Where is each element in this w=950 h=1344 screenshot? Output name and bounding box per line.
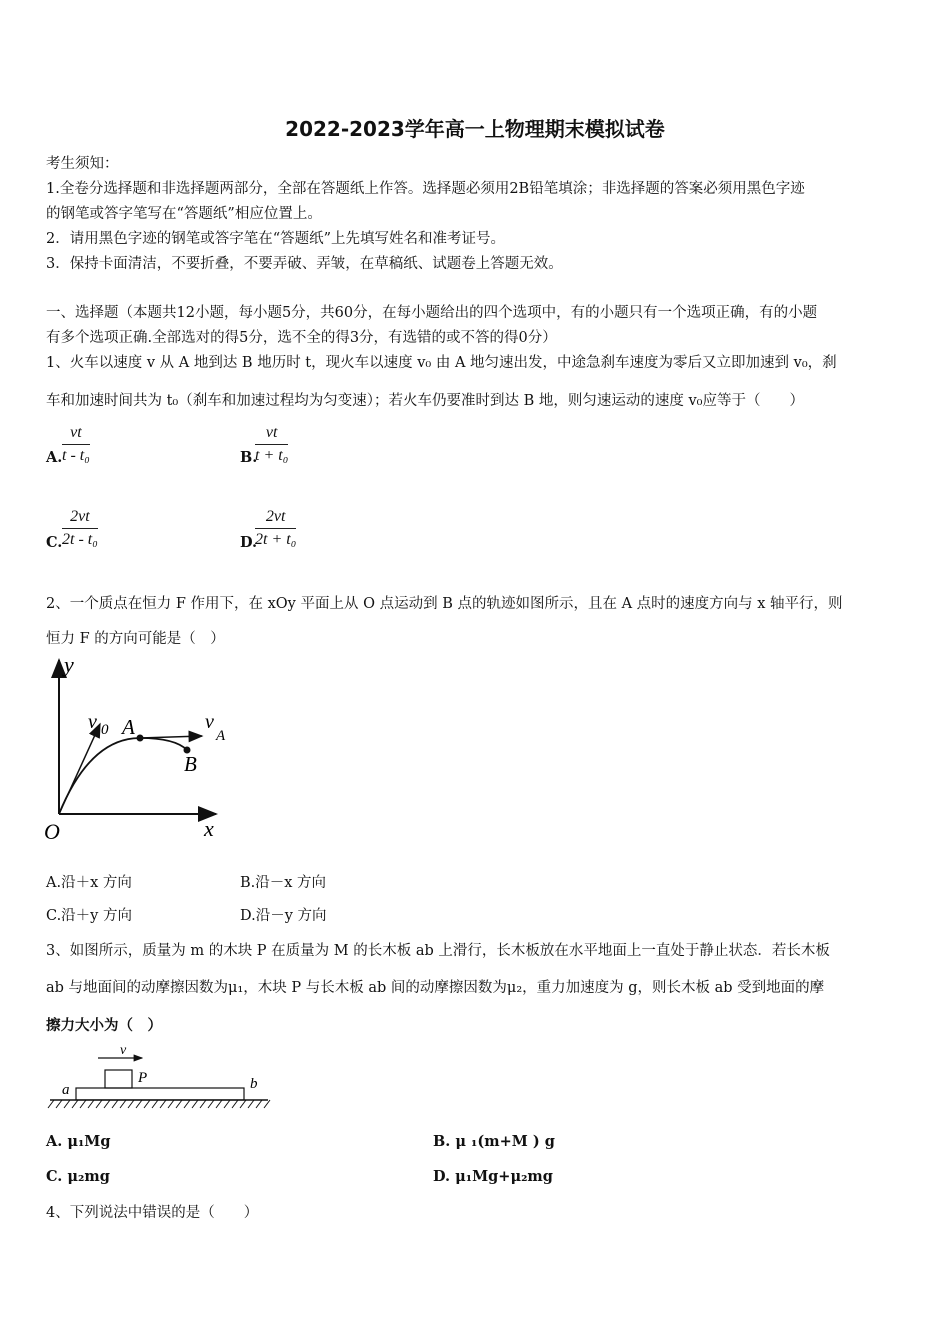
v0-label: v [88, 711, 97, 733]
numerator: 2vt [62, 508, 98, 529]
x-label: x [204, 816, 214, 841]
section-instructions: 有多个选项正确.全部选对的得5分，选不全的得3分，有选错的或不答的得0分） [46, 330, 557, 346]
denominator: 2t + t₀ [255, 531, 297, 548]
numerator: vt [255, 424, 288, 445]
a-label: A [122, 715, 135, 739]
option-label: C. [46, 534, 63, 551]
ground-hatching [48, 1100, 270, 1108]
denominator: t - t₀ [62, 447, 90, 464]
option-d: D. μ₁Mg+μ₂mg [433, 1168, 553, 1185]
question-2-text: 2、一个质点在恒力 F 作用下，在 xOy 平面上从 O 点运动到 B 点的轨迹如图所示，且在 A 点时的速度方向与 x 轴平行，则 [46, 596, 843, 612]
b-label: b [250, 1076, 258, 1092]
notice-heading: 考生须知： [46, 156, 119, 172]
board-figure [46, 1042, 271, 1112]
va-subscript: A [216, 728, 226, 744]
b-label: B [184, 752, 197, 776]
option-b: B.沿－x 方向 [240, 875, 327, 891]
trajectory-curve [59, 738, 187, 814]
long-board [76, 1088, 244, 1100]
option-d: D.沿－y 方向 [240, 908, 327, 924]
v0-arrow [59, 724, 100, 814]
origin-label: O [44, 819, 60, 844]
va-label: v [205, 711, 214, 733]
question-1-text: 1、火车以速度 v 从 A 地到达 B 地历时 t，现火车以速度 v₀ 由 A 地匀速出发，中途急刹车速度为零后又立即加速到 v₀，刹 [46, 355, 837, 371]
option-label: A. [46, 449, 63, 466]
trajectory-figure [40, 652, 230, 847]
p-label: P [138, 1070, 148, 1086]
question-2-text: 恒力 F 的方向可能是（ ） [46, 631, 225, 647]
option-c: C. μ₂mg [46, 1168, 110, 1185]
question-3-text: ab 与地面间的动摩擦因数为μ₁，木块 P 与长木板 ab 间的动摩擦因数为μ₂，重力加速度为 g，则长木板 ab 受到地面的摩 [46, 980, 825, 996]
denominator: t + t₀ [255, 447, 289, 464]
question-1-text: 车和加速时间共为 t₀（刹车和加速过程均为匀变速）；若火车仍要准时到达 B 地，则匀速运动的速度 v₀应等于（ ） [46, 393, 804, 409]
option-b: B. μ ₁(m+M ) g [433, 1133, 555, 1150]
block-p [105, 1070, 132, 1088]
v-label: v [120, 1043, 127, 1058]
numerator: 2vt [255, 508, 296, 529]
option-b-fraction [255, 424, 288, 465]
notice-item: 3．保持卡面清洁，不要折叠，不要弄破、弄皱，在草稿纸、试题卷上答题无效。 [46, 256, 563, 272]
notice-item: 2．请用黑色字迹的钢笔或答字笔在“答题纸”上先填写姓名和准考证号。 [46, 231, 506, 247]
option-a-fraction [62, 424, 90, 465]
y-label: y [64, 652, 74, 677]
question-3-text: 3、如图所示，质量为 m 的木块 P 在质量为 M 的长木板 ab 上滑行，长木板放在水平地面上一直处于静止状态．若长木板 [46, 943, 830, 959]
question-4-text: 4、下列说法中错误的是（ ） [46, 1205, 259, 1221]
notice-item: 的钢笔或答字笔写在“答题纸”相应位置上。 [46, 206, 322, 222]
page-title: 2022-2023学年高一上物理期末模拟试卷 [285, 117, 665, 141]
option-d-fraction [255, 508, 296, 549]
notice-item: 1.全卷分选择题和非选择题两部分，全部在答题纸上作答。选择题必须用2B铅笔填涂；非选择题的答案必须用黑色字迹 [46, 181, 805, 197]
option-label: B. [240, 449, 258, 466]
question-3-text: 擦力大小为（ ） [46, 1017, 162, 1034]
option-c-fraction [62, 508, 98, 549]
a-label: a [62, 1082, 70, 1098]
va-arrow [140, 736, 202, 738]
section-instructions: 一、选择题（本题共12小题，每小题5分，共60分，在每小题给出的四个选项中，有的小题只有一个选项正确，有的小题 [46, 305, 818, 321]
point-a [137, 735, 144, 742]
option-a: A. μ₁Mg [46, 1133, 111, 1150]
numerator: vt [62, 424, 90, 445]
option-label: D. [240, 534, 258, 551]
v0-subscript: 0 [101, 722, 109, 738]
option-a: A.沿＋x 方向 [46, 875, 132, 891]
denominator: 2t - t₀ [62, 531, 98, 548]
option-c: C.沿＋y 方向 [46, 908, 132, 924]
